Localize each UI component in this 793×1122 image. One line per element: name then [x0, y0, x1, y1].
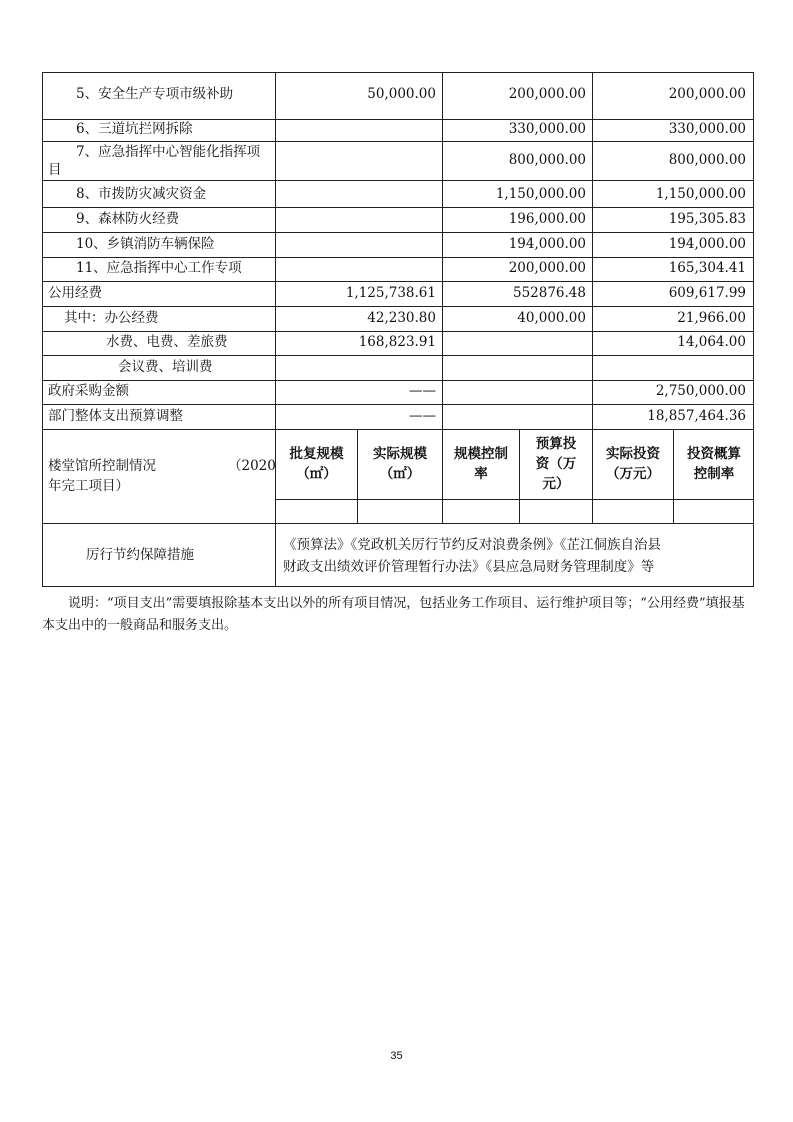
header-actual-investment: 实际投资: [606, 446, 660, 462]
row-value-3: 330,000.00: [668, 121, 746, 137]
page-number: 35: [390, 1050, 403, 1062]
row-value-3: 194,000.00: [668, 236, 746, 252]
row-value-3: 2,750,000.00: [655, 383, 746, 399]
row-label: 其中：办公经费: [64, 310, 159, 326]
row-value-1: 1,125,738.61: [345, 285, 436, 301]
row-label: 5、安全生产专项市级补助: [76, 86, 234, 102]
row-value-3: 165,304.41: [668, 260, 746, 276]
header-approved-scale: 批复规模: [289, 446, 344, 462]
row-label: 7、应急指挥中心智能化指挥项目: [48, 144, 261, 178]
row-value-3: 21,966.00: [677, 310, 746, 326]
austerity-measures-label: 厉行节约保障措施: [86, 547, 194, 563]
building-control-year: （2020: [228, 458, 276, 474]
header-approved-scale-unit: （㎡）: [296, 466, 337, 482]
row-value-2: 196,000.00: [508, 211, 586, 227]
header-actual-scale: 实际规模: [373, 446, 427, 462]
row-value-2: 200,000.00: [508, 260, 586, 276]
row-value-3: 14,064.00: [677, 334, 746, 350]
row-value-3: 18,857,464.36: [647, 408, 746, 424]
expenditure-table: [42, 72, 754, 587]
row-value-2: 1,150,000.00: [495, 186, 586, 202]
header-scale-control-rate-2: 率: [474, 466, 488, 482]
row-label: 公用经费: [48, 285, 102, 301]
header-budget-investment-2: 资（万: [535, 456, 577, 472]
austerity-measures-text: 《预算法》《党政机关厉行节约反对浪费条例》《芷江侗族自治县: [283, 537, 661, 553]
row-value-1: 168,823.91: [358, 334, 436, 350]
row-value-2: 40,000.00: [517, 310, 586, 326]
header-actual-investment-unit: （万元）: [606, 466, 660, 482]
row-label: 水费、电费、差旅费: [106, 334, 228, 350]
row-value-2: 330,000.00: [508, 121, 586, 137]
row-label: 部门整体支出预算调整: [48, 408, 183, 424]
row-value-3: 800,000.00: [668, 152, 746, 168]
table-note: 说明：“项目支出”需要填报除基本支出以外的所有项目情况，包括业务工作项目、运行维护项目等；“公用经费”填报基本支出中的一般商品和服务支出。: [42, 596, 745, 633]
building-control-label-line2: 年完工项目）: [48, 478, 129, 494]
header-scale-control-rate: 规模控制: [454, 446, 508, 462]
row-value-2: 200,000.00: [508, 86, 586, 102]
row-label: 8、市拨防灾减灾资金: [76, 186, 207, 202]
header-investment-control-rate: 投资概算: [687, 446, 741, 462]
row-value-3: 195,305.83: [668, 211, 746, 227]
row-value-2: 800,000.00: [508, 152, 586, 168]
row-value-2: 552876.48: [512, 285, 586, 301]
header-budget-investment-3: 元）: [542, 476, 570, 492]
row-value-1: ——: [409, 408, 436, 424]
header-budget-investment: 预算投: [535, 436, 577, 452]
row-value-1: 50,000.00: [367, 86, 436, 102]
header-actual-scale-unit: （㎡）: [379, 466, 421, 482]
row-label: 会议费、培训费: [118, 359, 213, 375]
row-value-2: 194,000.00: [508, 236, 586, 252]
row-label: 11、应急指挥中心工作专项: [76, 260, 242, 276]
row-label: 政府采购金额: [48, 383, 129, 399]
row-label: 10、乡镇消防车辆保险: [76, 236, 215, 252]
header-investment-control-rate-2: 控制率: [693, 466, 735, 482]
austerity-measures-text-2: 财政支出绩效评价管理暂行办法》《县应急局财务管理制度》等: [283, 559, 655, 575]
building-control-label: 楼堂馆所控制情况: [48, 458, 156, 474]
row-label: 6、三道坑拦网拆除: [76, 121, 193, 137]
row-value-3: 200,000.00: [668, 86, 746, 102]
row-value-3: 609,617.99: [668, 285, 746, 301]
row-value-3: 1,150,000.00: [655, 186, 746, 202]
row-label: 9、森林防火经费: [76, 211, 180, 227]
row-value-1: 42,230.80: [367, 310, 436, 326]
row-value-1: ——: [409, 383, 436, 399]
